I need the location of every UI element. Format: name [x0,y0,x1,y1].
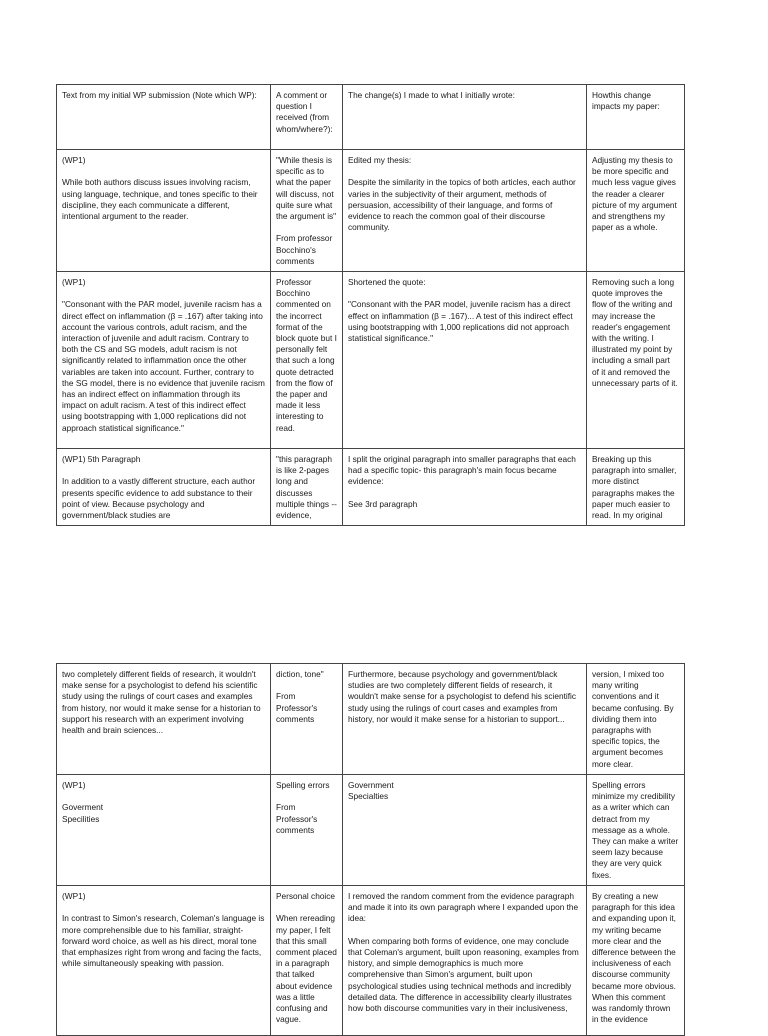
table-cell: (WP1) 5th Paragraph In addition to a vastly different structure, each author presents specific evidence to add substance to their point of view. Because psychology and government/black studies are [57,449,271,526]
table-cell: diction, tone" From Professor's comments [271,664,343,775]
table-cell: Shortened the quote: "Consonant with the PAR model, juvenile racism has a direct effect on inflammation (β = .167)... A test of this indirect effect using bootstrapping with 1,000 replications did not approach statistical significance." [343,272,587,449]
table-row [57,150,685,272]
table-cell: version, I mixed too many writing conventions and it became confusing. By dividing them into paragraphs with specific topics, the argument becomes more clear. [587,664,685,775]
table-cell: Removing such a long quote improves the flow of the writing and may increase the reader's engagement with the writing. I illustrated my point by including a small part of it and removed the unnecessary parts of it. [587,272,685,449]
table-row [57,775,685,886]
table-row [57,449,685,526]
table-cell: "this paragraph is like 2-pages long and discusses multiple things -- evidence, [271,449,343,526]
table-header-row [57,85,685,150]
header-cell-changes: The change(s) I made to what I initially wrote: [343,85,587,150]
table-cell: Personal choice When rereading my paper, I felt that this small comment placed in a paragraph that talked about evidence was a little confusing and vague. [271,886,343,1036]
table-cell: (WP1) While both authors discuss issues involving racism, using language, technique, and tones specific to their discipline, they each communicate a different, intentional argument to the reader. [57,150,271,272]
table-cell: "While thesis is specific as to what the paper will discuss, not quite sure what the argument is" From professor Bocchino's comments [271,150,343,272]
revision-table-page-2 [56,663,685,1036]
revision-table-page-1 [56,84,685,526]
table-row [57,272,685,449]
table-cell: I removed the random comment from the evidence paragraph and made it into its own paragraph where I expanded upon the idea: When comparing both forms of evidence, one may conclude that Coleman's argument, built upon reasoning, examples from history, and simple demographics is much more comprehensive than Simon's argument, built upon psychological studies using technical methods and incredibly detailed data. The difference in accessibility clearly illustrates how both discourse communities vary in their inclusiveness, [343,886,587,1036]
table-cell: Breaking up this paragraph into smaller, more distinct paragraphs makes the paper much easier to read. In my original [587,449,685,526]
header-cell-comment: A comment or question I received (from whom/where?): [271,85,343,150]
table-cell: By creating a new paragraph for this idea and expanding upon it, my writing became more clear and the difference between the inclusiveness of each discourse community became more obvious. When this comment was randomly thrown in the evidence [587,886,685,1036]
table-cell: (WP1) In contrast to Simon's research, Coleman's language is more comprehensible due to his familiar, straight-forward word choice, as well as his direct, moral tone that emphasizes right from wrong and facing the facts, while simultaneously speaking with passion. [57,886,271,1036]
table-row [57,886,685,1036]
table-cell: Edited my thesis: Despite the similarity in the topics of both articles, each author varies in the subjectivity of their argument, methods of persuasion, accessibility of their language, and forms of evidence to reach the common goal of their discourse community. [343,150,587,272]
table-cell: Furthermore, because psychology and government/black studies are two completely different fields of research, it wouldn't make sense for a psychologist to defend his scientific study using the rulings of court cases and examples from history, nor would it make sense for a historian to support... [343,664,587,775]
table-row [57,664,685,775]
header-cell-impact: Howthis change impacts my paper: [587,85,685,150]
table-cell: Spelling errors minimize my credibility as a writer which can detract from my message as a whole. They can make a writer seem lazy because they are very quick fixes. [587,775,685,886]
table-cell: Government Specialties [343,775,587,886]
table-cell: (WP1) Goverment Specilities [57,775,271,886]
table-cell: (WP1) "Consonant with the PAR model, juvenile racism has a direct effect on inflammation (β = .167) after taking into account the various controls, adult racism, and the interaction of juvenile and adult racism. Contrary to both the CS and SG models, adult racism is not significantly related to inflammation once the other variables are taken into account. Further, contrary to the SG model, there is no evidence that juvenile racism has an indirect effect on inflammation through its impact on adult racism. A test of this indirect effect using bootstrapping with 1,000 replications did not approach statistical significance." [57,272,271,449]
header-cell-initial-text: Text from my initial WP submission (Note which WP): [57,85,271,150]
table-cell: Spelling errors From Professor's comments [271,775,343,886]
table-cell: Professor Bocchino commented on the incorrect format of the block quote but I personally felt that such a long quote detracted from the flow of the paper and made it less interesting to read. [271,272,343,449]
table-cell: Adjusting my thesis to be more specific and much less vague gives the reader a clearer picture of my argument and strengthens my paper as a whole. [587,150,685,272]
table-cell: I split the original paragraph into smaller paragraphs that each had a specific topic- this paragraph's main focus became evidence: See 3rd paragraph [343,449,587,526]
table-cell: two completely different fields of research, it wouldn't make sense for a psychologist to defend his scientific study using the rulings of court cases and examples from history, nor would it make sense for a historian to support his research with an experiment involving health and brain sciences... [57,664,271,775]
